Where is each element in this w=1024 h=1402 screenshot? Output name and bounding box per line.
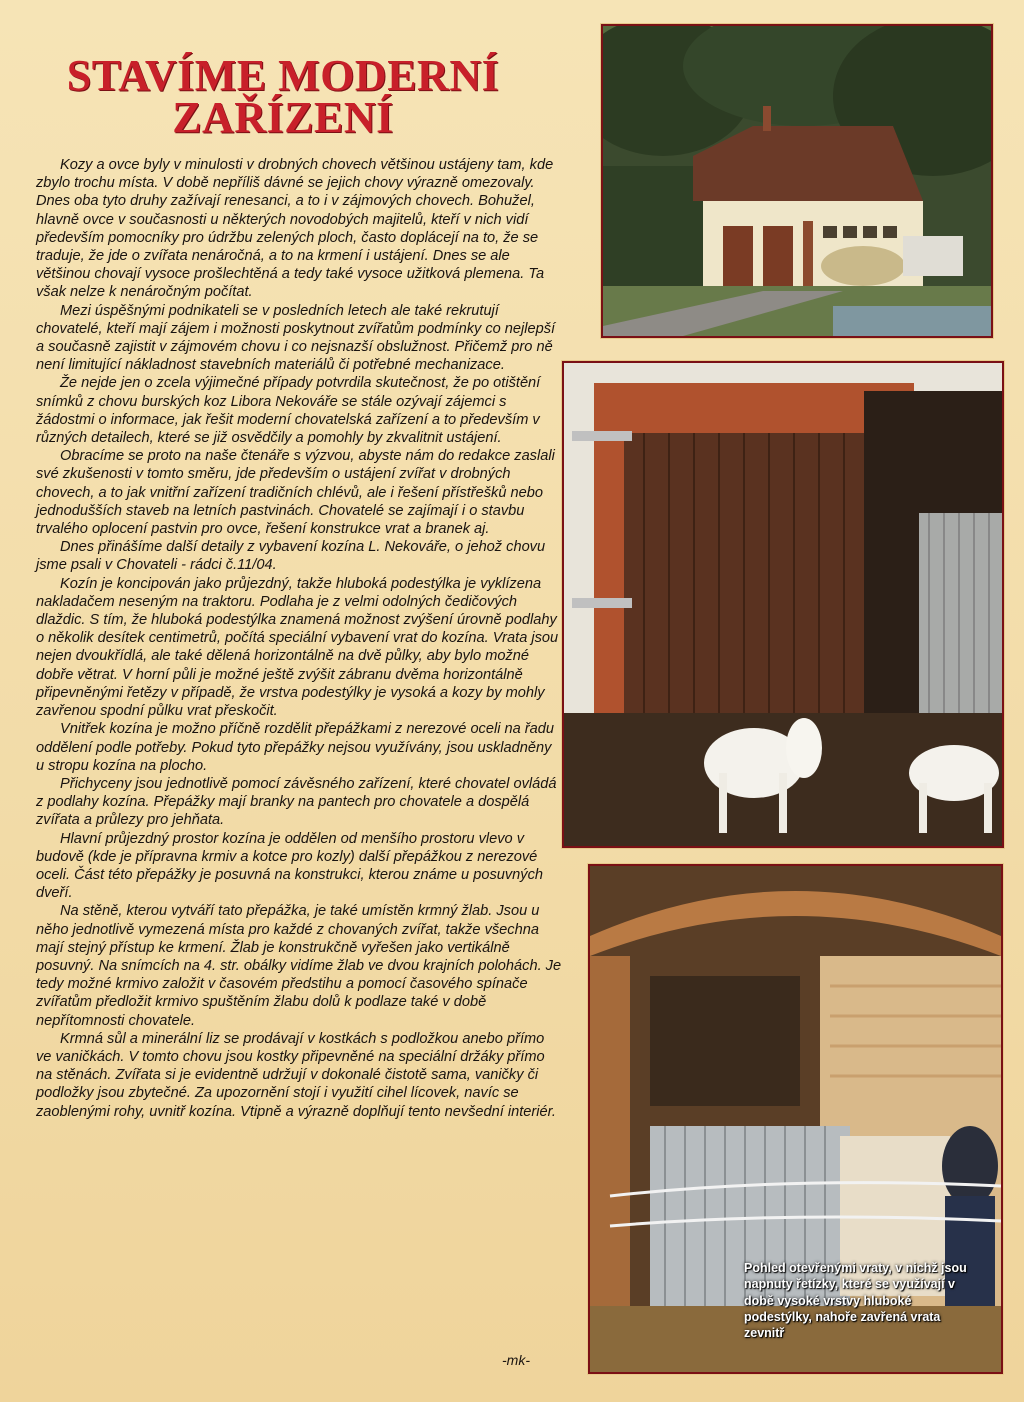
article-paragraph: Kozín je koncipován jako průjezdný, takže hluboká podestýlka je vyklízena nakladačem neseným na traktoru. Podlaha je z velmi odolných čedičových dlaždic. S tím, že hluboká podestýlka znamená možnost zvýšení úrovně podlahy o několik desítek centimetrů, počítá speciální vybavení vrat do kozína. Vrata jsou nejen dvoukřídlá, ale také dělená horizontálně na dvě půlky, aby bylo možné dobře větrat. V horní půli je možné ještě zvýšit zábranu dvěma horizontálně připevněnými řetězy v případě, že vrstva podestýlky je vysoká a kozy by mohly zavřenou spodní půlku vrat přeskočit. bbox=[36, 575, 559, 720]
article-paragraph: Vnitřek kozína je možno příčně rozdělit přepážkami z nerezové oceli na řadu oddělení podle potřeby. Pokud tyto přepážky nejsou využívány, jsou uskladněny u stropu kozína na plocho. bbox=[36, 721, 555, 774]
article-paragraph: Mezi úspěšnými podnikateli se v posledních letech ale také rekrutují chovatelé, kteří mají zájem i možnosti poskytnout zvířatům podmínky co nejlepší a současně zajistit v zájmovém chovu i co nejsnazší obslužnost. Přičemž pro ně není limitující nákladnost stavebních materiálů či potřebné mechanizace. bbox=[36, 302, 556, 374]
article-paragraph: Krmná sůl a minerální liz se prodávají v kostkách s podložkou anebo přímo ve vaničkách. V tomto chovu jsou kostky připevněné na speciální držáky přímo na stěnách. Zvířata si je evidentně udržují v dokonalé čistotě sama, vaničky či podložky jsou zbytečné. Za upozornění stojí i využití cihel lícovek, navíc se zaoblenými rohy, uvnitř kozína. Vtipně a výrazně doplňují tento nevšední interiér. bbox=[36, 1030, 556, 1120]
article-paragraph: Obracíme se proto na naše čtenáře s výzvou, abyste nám do redakce zaslali své zkušenosti v tomto směru, jde především o ustájení zvířat v drobných chovech, a to jak vnitřní zařízení tradičních chlévů, ale i řešení přístřešků nebo jednodušších staveb na letních pastvinách. Chovatelé se zajímají i o stavbu trvalého oplocení pastvin pro ovce, řešení konstrukce vrat a branek aj. bbox=[36, 448, 555, 538]
article-paragraph: Hlavní průjezdný prostor kozína je oddělen od menšího prostoru vlevo v budově (kde je přípravna krmiv a kotce pro kozly) další přepážkou z nerezové oceli. Část této přepážky je posuvná na konstrukci, kterou známe u posuvných dveří. bbox=[36, 830, 543, 902]
article-title-line-2: ZAŘÍZENÍ bbox=[172, 93, 394, 143]
photo-barn-doors-goats bbox=[562, 361, 1004, 848]
barn-doors-goats-illustration bbox=[564, 363, 1002, 846]
author-signature: -mk- bbox=[502, 1352, 530, 1368]
article-body bbox=[36, 156, 562, 1121]
article-paragraph: Dnes přinášíme další detaily z vybavení kozína L. Nekováře, o jehož chovu jsme psali v Chovateli - rádci č.11/04. bbox=[36, 539, 546, 574]
article-paragraph: Že nejde jen o zcela výjimečné případy potvrdila skutečnost, že po otištění snímků z chovu burských koz Libora Nekováře se stále ozývají zájemci s žádostmi o informace, jak řešit moderní chovatelská zařízení a to především v různých detailech, které se již osvědčily a pomohly by zkvalitnit ustájení. bbox=[36, 375, 541, 447]
article-paragraph: Na stěně, kterou vytváří tato přepážka, je také umístěn krmný žlab. Jsou u něho jednotlivě vymezená místa pro každé z chovaných zvířat, takže všechna mají stejný přístup ke krmení. Žlab je konstrukčně vyřešen jako vertikálně posuvný. Na snímcích na 4. str. obálky vidíme žlab ve dvou krajních polohách. Je tedy možné krmivo založit v časovém předstihu a pomocí časového spínače zvířatům předložit krmivo spuštěním žlabu dolů k podlaze také v době nepřítomnosti chovatele. bbox=[36, 903, 562, 1029]
article-title bbox=[18, 51, 548, 143]
photo-barn-exterior bbox=[601, 24, 993, 338]
article-paragraph: Kozy a ovce byly v minulosti v drobných chovech většinou ustájeny tam, kde zbylo trochu místa. V době nepříliš dávné se jejich chovy výrazně omezovaly. Dnes oba tyto druhy zažívají renesanci, a to i v zájmových chovech. Bohužel, hlavně ovce v současnosti u některých novodobých majitelů, kteří v nich vidí především pomocníky pro údržbu zelených ploch, často doplácejí na to, že se traduje, že jde o zvířata nenáročná, a to na krmení i ustájení. Dnes se ale většinou chovají vysoce prošlechtěná a tedy také vysoce užitková plemena. Ta však nelze k nenáročným počítat. bbox=[36, 157, 554, 301]
photo-caption: Pohled otevřenými vraty, v nichž jsou napnuty řetízky, které se využívají v době vysoké vrstvy hluboké podestýlky, nahoře zavřená vrata zevnitř bbox=[744, 1261, 967, 1341]
barn-exterior-illustration bbox=[603, 26, 991, 336]
article-paragraph: Přichyceny jsou jednotlivě pomocí závěsného zařízení, které chovatel ovládá z podlahy kozína. Přepážky mají branky na pantech pro chovatele a dospělá zvířata a průlezy pro jehňata. bbox=[36, 775, 557, 829]
article-title-line-1: STAVÍME MODERNÍ bbox=[66, 51, 500, 101]
